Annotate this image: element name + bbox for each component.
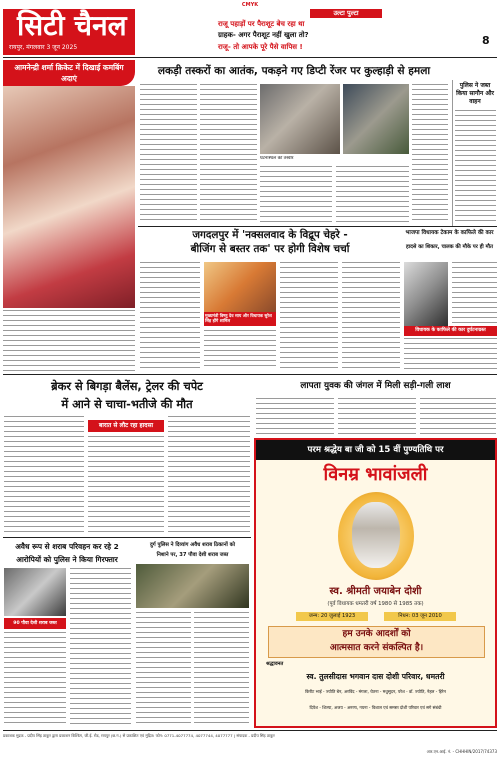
accident-headline-2: हादसे का शिकार, चालक की मौके पर ही मौत bbox=[406, 244, 493, 250]
breaker-text-col-2 bbox=[88, 436, 164, 534]
jagdalpur-caption: मुख्यमंत्री विष्णु देव साय और विधायक सुरेश सिंह होंगे शामिल bbox=[204, 312, 276, 326]
breaker-headline-1: ब्रेकर से बिगड़ा बैलेंस, ट्रेलर की चपेट bbox=[51, 379, 203, 393]
tribute-relatives-2: दिपेश - शिल्पा, अजय - अरुणा, नयना - विशाल एवं समस्त दोशी परिवार एवं सगे संबंधी bbox=[309, 705, 442, 710]
lead-headline: लकड़ी तस्करों का आतंक, पकड़ने गए डिप्टी रेंजर पर कुल्हाड़ी से हमला bbox=[157, 65, 431, 77]
missing-headline: लापता युवक की जंगल में मिली सड़ी-गली लाश bbox=[300, 381, 451, 391]
cmyk-mark: CMYK bbox=[241, 2, 259, 8]
feature-text bbox=[3, 310, 135, 372]
feature-headline: आमनेन्द्री शर्मा क्रिकेट में दिखाई कमबिंग अदाएं bbox=[3, 60, 135, 86]
police-headline-2: निशाने पर, 37 पौवा देशी शराब जब्त bbox=[156, 552, 229, 558]
tribute-years: (पूर्व विधायक धमतरी वर्ष 1980 से 1985 तक) bbox=[327, 601, 424, 607]
breaker-sub: बारात से लौट रहा हादसा bbox=[88, 420, 164, 432]
tribute-quote-box bbox=[268, 626, 485, 658]
tribute-family: स्व. तुलसीदास भगवान दास दोशी परिवार, धमतरी bbox=[306, 672, 445, 681]
missing-text-col-2 bbox=[338, 398, 416, 434]
accident-caption: विधायक के काफिले की कार दुर्घटनाग्रस्त bbox=[404, 326, 497, 336]
tribute-banner: परम श्रद्धेय बा जी को 15 वीं पुण्यतिथि पर bbox=[256, 440, 495, 460]
missing-text-col-3 bbox=[420, 398, 496, 434]
tribute-relatives-1: किरीट भाई - ज्योति बेन, अरविंद - मंगला, चेतना - मधुसूदन, परेश - डॉ. ज्योति, नेहल - हिरेन bbox=[305, 689, 446, 694]
tribute-title: विनम्र भावांजली bbox=[323, 464, 428, 485]
jagdalpur-headline-2: बीजिंग से बस्तर तक' पर होगी विशेष चर्चा bbox=[190, 243, 350, 255]
missing-text-col-1 bbox=[256, 398, 334, 434]
liquor-headline-1: अवैध रूप से शराब परिवहन कर रहे 2 bbox=[15, 542, 119, 551]
lead-text-col-1 bbox=[140, 84, 197, 224]
lead-text-col-3 bbox=[260, 166, 332, 224]
footer-imprint: प्रकाशक मुद्रक - प्रदीप सिंह ठाकुर द्वारा प्रकाशन बिल्डिंग, जी.ई. रोड, रायपुर (छ.ग.) से प्रकाशित एवं मुद्रित। फोन: 0771-4077774, 4077744, 4077777 | संपादक - प्रदीप सिंह ठाकुर bbox=[3, 733, 275, 738]
breaker-text-col-3 bbox=[168, 416, 250, 534]
mid-rule bbox=[3, 374, 497, 375]
tribute-death: निधन: 03 जून 2010 bbox=[384, 612, 456, 621]
lead-text-col-4 bbox=[336, 166, 409, 224]
lower-left-rule bbox=[3, 537, 251, 538]
liquor-badge: 90 पौवा देशी शराब जब्त bbox=[4, 618, 66, 629]
police-text-col-1 bbox=[136, 612, 191, 726]
police-photo bbox=[136, 564, 249, 608]
masthead-title: सिटी चैनल bbox=[17, 9, 127, 42]
police-text-col-2 bbox=[194, 612, 249, 726]
jagdalpur-headline-1: जगदलपुर में 'नक्सलवाद के विद्रूप चेहरे - bbox=[192, 229, 348, 241]
lead-text-col-2 bbox=[200, 84, 257, 224]
ulta-pulta-title: उल्टा पुल्टा bbox=[310, 9, 382, 18]
tribute-portrait bbox=[352, 502, 400, 568]
accident-photo bbox=[404, 262, 448, 326]
footer-rule bbox=[3, 730, 497, 731]
tribute-ad bbox=[254, 438, 497, 728]
lead-photo-2 bbox=[343, 84, 409, 154]
tribute-quote-2: आत्मसात करने संकल्पित है। bbox=[329, 643, 424, 653]
lead-photo-1 bbox=[260, 84, 340, 154]
tribute-name: स्व. श्रीमती जयाबेन दोशी bbox=[329, 586, 422, 597]
tribute-portrait-frame bbox=[338, 492, 414, 580]
joke-line-1: राजू पहाड़ों पर पैराशूट बेच रहा था bbox=[218, 20, 305, 28]
liquor-text-col-2 bbox=[4, 632, 66, 726]
jagdalpur-text-col-4 bbox=[342, 262, 400, 370]
page-number: 8 bbox=[482, 34, 490, 46]
joke-line-3: राजू- तो आपके पूरे पैसे वापिस ! bbox=[218, 43, 303, 51]
accident-text-col-1 bbox=[452, 262, 497, 326]
ulta-pulta-column bbox=[210, 9, 490, 55]
side-headline: पुलिस ने जब्त किया सागौन और वाहन bbox=[456, 82, 494, 105]
masthead-logo bbox=[3, 9, 135, 55]
police-headline-1: दुर्ग पुलिस ने दिव्यांग अवैध शराब ठिकानों को bbox=[150, 542, 235, 548]
masthead-rule bbox=[3, 57, 497, 58]
liquor-text-col-1 bbox=[70, 568, 131, 726]
joke-line-2: ग्राहक- अगर पैराशूट नहीं खुला तो? bbox=[218, 31, 309, 39]
jagdalpur-text-col-3 bbox=[280, 262, 338, 370]
tribute-birth: जन्म: 20 जुलाई 1923 bbox=[296, 612, 368, 621]
breaker-headline-2: में आने से चाचा-भतीजे की मौत bbox=[61, 397, 193, 411]
masthead-dateline: रायपुर, मंगलवार 3 जून 2025 bbox=[9, 44, 78, 51]
side-story bbox=[452, 80, 497, 226]
tribute-quote-1: हम उनके आदर्शों को bbox=[342, 629, 411, 639]
liquor-headline-2: आरोपियों को पुलिस ने किया गिरफ्तार bbox=[16, 555, 118, 564]
breaker-text-col-1 bbox=[4, 416, 84, 534]
liquor-photo bbox=[4, 568, 66, 616]
jagdalpur-text-col-2 bbox=[204, 330, 276, 370]
accident-headline-1: भाजपा विधायक टेकाम के काफिले की कार bbox=[405, 230, 494, 236]
tribute-by-label: श्रद्धावनत bbox=[266, 661, 284, 667]
jagdalpur-text-col-1 bbox=[140, 262, 200, 370]
lead-text-col-5 bbox=[412, 84, 448, 224]
footer-note: आर.एन.आई. नं. - CHHHIN/2017/74373 bbox=[426, 749, 497, 754]
side-text bbox=[455, 110, 496, 222]
feature-photo bbox=[3, 86, 135, 308]
jagdalpur-photo bbox=[204, 262, 276, 312]
lead-photo-caption: घटनास्थल की तस्वीर bbox=[260, 156, 294, 161]
accident-text-col-2 bbox=[404, 338, 497, 372]
